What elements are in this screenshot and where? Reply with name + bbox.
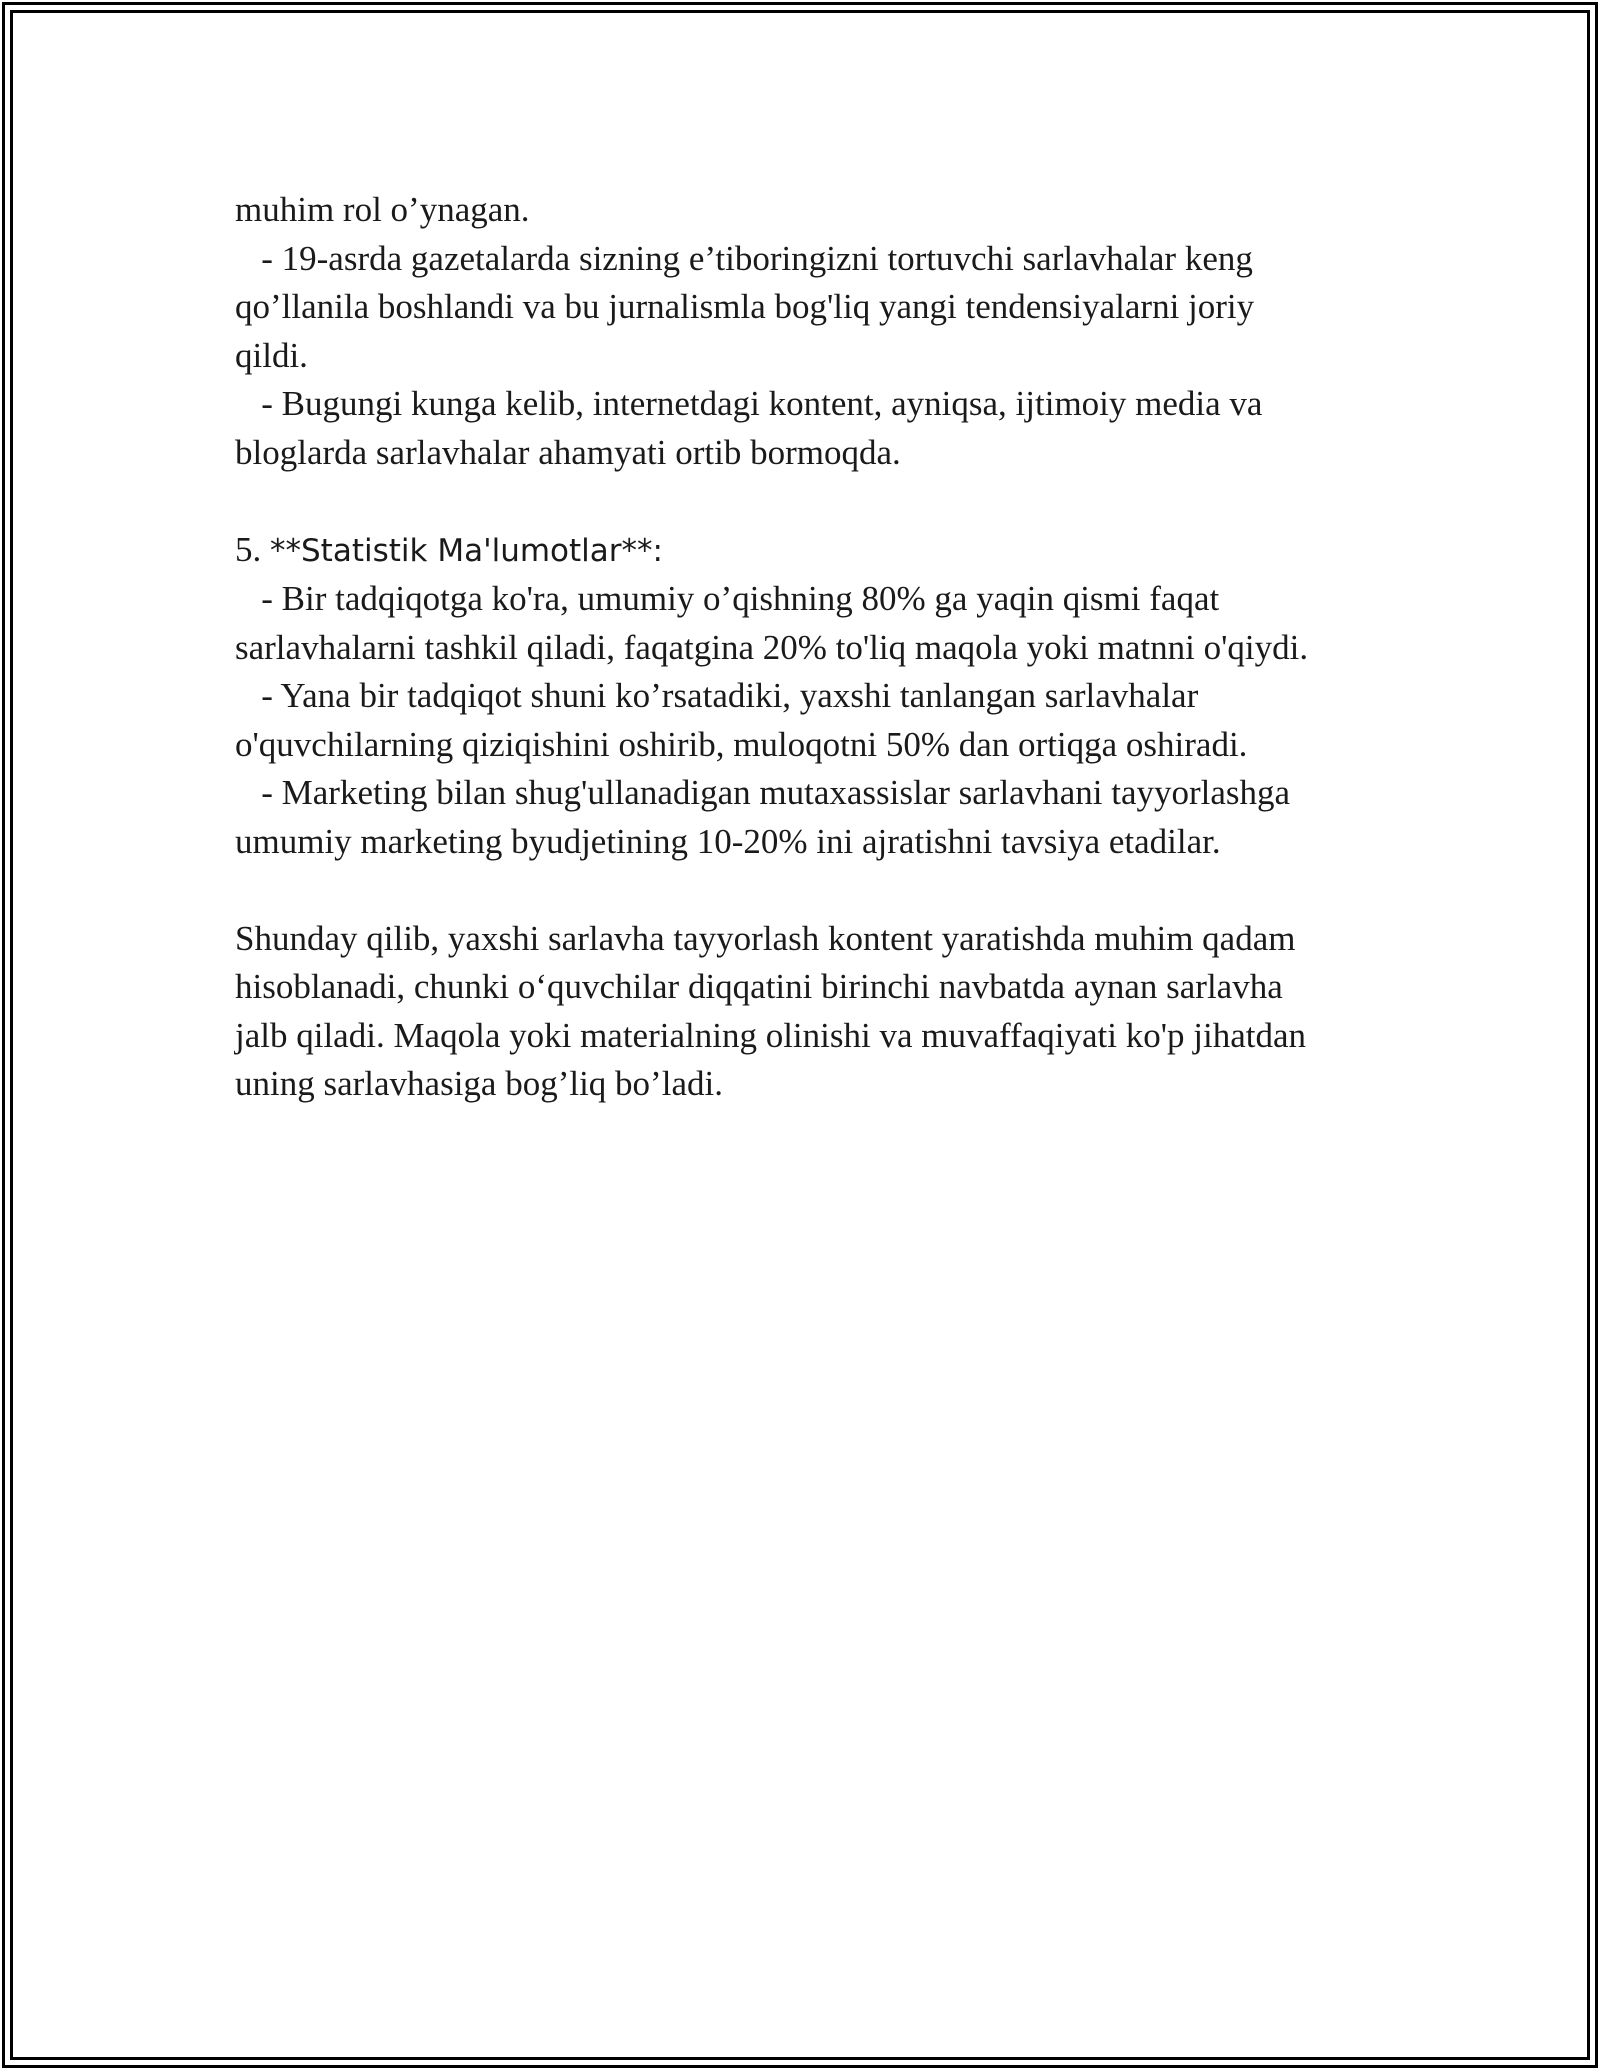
- text-line: umumiy marketing byudjetining 10-20% ini ajratishni tavsiya etadilar.: [235, 821, 1221, 861]
- text-line: Shunday qilib, yaxshi sarlavha tayyorlash kontent yaratishda muhim qadam: [235, 918, 1296, 958]
- text-line: o'quvchilarning qiziqishini oshirib, muloqotni 50% dan ortiqga oshiradi.: [235, 724, 1248, 764]
- document-body: [235, 186, 1415, 1109]
- text-line: hisoblanadi, chunki o‘quvchilar diqqatini birinchi navbatda aynan sarlavha: [235, 967, 1283, 1006]
- paragraph-gap: [235, 866, 1415, 915]
- text-line: jalb qiladi. Maqola yoki materialning olinishi va muvaffaqiyati ko'p jihatdan: [235, 1015, 1306, 1055]
- text-line: - 19-asrda gazetalarda sizning e’tiboringizni tortuvchi sarlavhalar keng: [235, 238, 1253, 278]
- text-line: - Bugungi kunga kelib, internetdagi kontent, ayniqsa, ijtimoiy media va: [235, 384, 1263, 423]
- text-line: - Bir tadqiqotga ko'ra, umumiy o’qishning 80% ga yaqin qismi faqat: [235, 579, 1220, 618]
- text-line: qildi.: [235, 335, 308, 375]
- text-line: - Yana bir tadqiqot shuni ko’rsatadiki, yaxshi tanlangan sarlavhalar: [235, 676, 1199, 715]
- section-number: 5.: [235, 529, 270, 569]
- section-heading: **Statistik Ma'lumotlar**:: [270, 532, 663, 569]
- text-line: bloglarda sarlavhalar ahamyati ortib bormoqda.: [235, 432, 901, 472]
- text-line: uning sarlavhasiga bog’liq bo’ladi.: [235, 1064, 723, 1103]
- section-heading-line: [235, 526, 1415, 576]
- text-line: - Marketing bilan shug'ullanadigan mutaxassislar sarlavhani tayyorlashga: [235, 773, 1291, 812]
- text-line: muhim rol o’ynagan.: [235, 190, 530, 229]
- text-line: qo’llanila boshlandi va bu jurnalismla bog'liq yangi tendensiyalarni joriy: [235, 287, 1255, 326]
- paragraph-gap: [235, 477, 1415, 526]
- text-line: sarlavhalarni tashkil qiladi, faqatgina 20% to'liq maqola yoki matnni o'qiydi.: [235, 627, 1309, 667]
